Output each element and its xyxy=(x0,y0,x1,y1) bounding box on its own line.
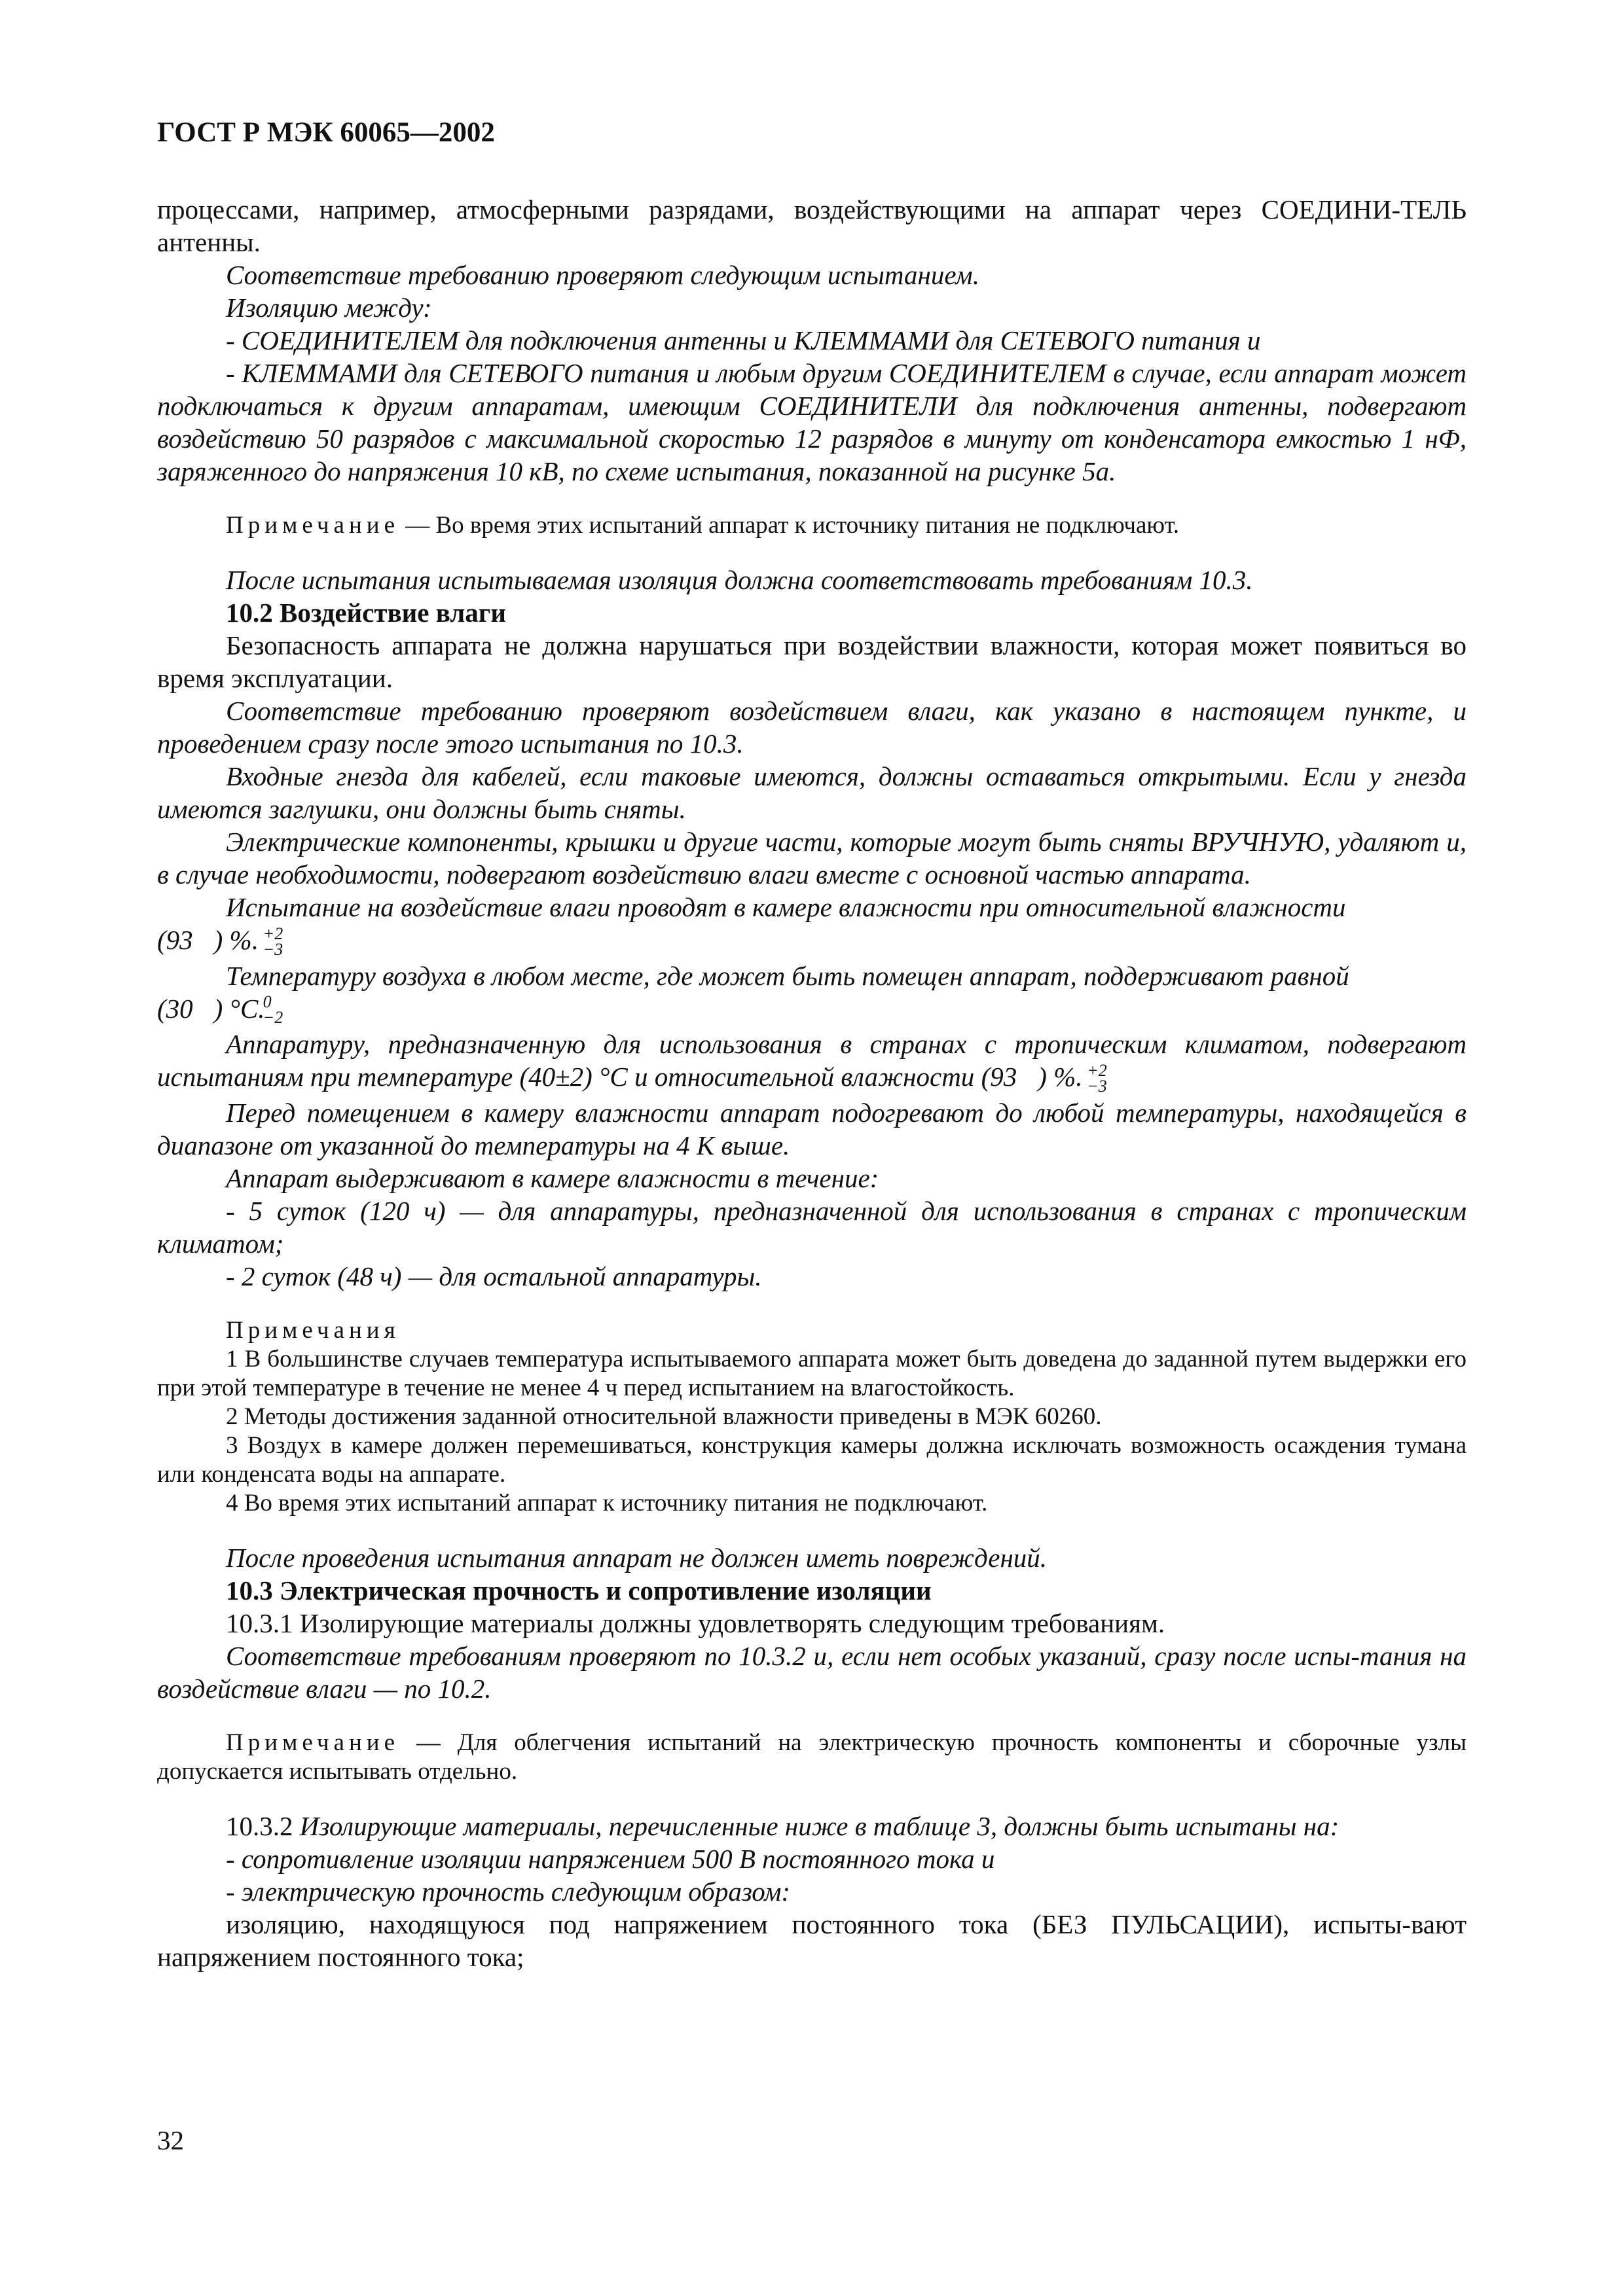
paragraph xyxy=(157,891,1467,960)
paragraph: Электрические компоненты, крышки и другие части, которые могут быть сняты ВРУЧНУЮ, удаляют и, в случае необходимости, подвергают воздействию влаги вместе с основной частью аппарата. xyxy=(157,827,1467,889)
paragraph xyxy=(157,1028,1467,1096)
tropical-humidity-formula: (93 +2 −3 ) %. xyxy=(981,1060,1107,1096)
paragraph xyxy=(157,1810,1467,1842)
page-number: 32 xyxy=(157,2125,184,2155)
paragraph: - 5 суток (120 ч) — для аппаратуры, предназначенной для использования в странах с тропическим климатом; xyxy=(157,1195,1467,1259)
clause-number: 10.3.2 xyxy=(226,1810,293,1841)
paragraph: Безопасность аппарата не должна нарушаться при воздействии влажности, которая может появиться во время эксплуатации. xyxy=(157,630,1467,693)
note-text: — Во время этих испытаний аппарат к источнику питания не подключают. xyxy=(399,512,1180,539)
temperature-formula: (30 0 −2 ) °С. xyxy=(157,992,283,1028)
section-heading: 10.3 Электрическая прочность и сопротивление изоляции xyxy=(226,1575,932,1605)
paragraph: 10.3.1 Изолирующие материалы должны удовлетворять следующим требованиям. xyxy=(226,1607,1165,1638)
note-text: — Для облегчения испытаний на электрическую прочность компоненты и сборочные узлы допускается испытывать отдельно. xyxy=(157,1729,1467,1785)
paragraph: - КЛЕММАМИ для СЕТЕВОГО питания и любым другим СОЕДИНИТЕЛЕМ в случае, если аппарат может подключаться к другим аппаратам, имеющим СОЕДИНИТЕЛИ для подключения антенны, подвергают воздействию 50 разрядов с максимальной скоростью 12 разрядов в минуту от конденсатора емкостью 1 нФ, заряженного до напряжения 10 кВ, по схеме испытания, показанной на рисунке 5а. xyxy=(157,358,1467,486)
paragraph: Соответствие требованиям проверяют по 10.3.2 и, если нет особых указаний, сразу после испы-тания на воздействие влаги — по 10.2. xyxy=(157,1640,1467,1704)
note-label: Примечание xyxy=(226,512,399,539)
paragraph: После проведения испытания аппарат не должен иметь повреждений. xyxy=(226,1542,1048,1573)
note-item: 1 В большинстве случаев температура испытываемого аппарата может быть доведена до заданной путем выдержки его при этой температуре в течение не менее 4 ч перед испытанием на влагостойкость. xyxy=(157,1345,1467,1401)
paragraph-text: Аппаратуру, предназначенную для использования в странах с тропическим климатом, подвергают испытаниям при температуре (40±2) °С и относительной влажности xyxy=(157,1029,1467,1092)
paragraph: Соответствие требованию проверяют следующим испытанием. xyxy=(226,260,979,290)
note xyxy=(157,1729,1467,1786)
tolerance: +2 −3 xyxy=(263,924,283,959)
note-item: 2 Методы достижения заданной относительной влажности приведены в МЭК 60260. xyxy=(226,1403,1102,1430)
humidity-formula: (93 +2 −3 ) %. xyxy=(157,924,283,959)
document-header: ГОСТ Р МЭК 60065—2002 xyxy=(157,117,495,148)
paragraph: - электрическую прочность следующим образом: xyxy=(226,1876,791,1907)
paragraph: процессами, например, атмосферными разрядами, воздействующими на аппарат через СОЕДИНИ-ТЕЛЬ антенны. xyxy=(157,194,1467,257)
notes-label: Примечания xyxy=(226,1316,400,1344)
document-page xyxy=(157,98,1467,2258)
tolerance: +2 −3 xyxy=(1087,1060,1107,1096)
paragraph xyxy=(157,960,1467,1028)
paragraph: Аппарат выдерживают в камере влажности в течение: xyxy=(226,1162,879,1193)
paragraph-text: Изолирующие материалы, перечисленные ниже в таблице 3, должны быть испытаны на: xyxy=(299,1810,1340,1841)
paragraph: Перед помещением в камеру влажности аппарат подогревают до любой температуры, находящейся в диапазоне от указанной до температуры на 4 К выше. xyxy=(157,1097,1467,1160)
paragraph-text: Испытание на воздействие влаги проводят в камере влажности при относительной влажности xyxy=(226,892,1346,922)
paragraph: - СОЕДИНИТЕЛЕМ для подключения антенны и КЛЕММАМИ для СЕТЕВОГО питания и xyxy=(226,325,1261,355)
section-heading: 10.2 Воздействие влаги xyxy=(226,598,507,628)
note xyxy=(157,511,1467,540)
paragraph: изоляцию, находящуюся под напряжением постоянного тока (БЕЗ ПУЛЬСАЦИИ), испыты-вают напряжением постоянного тока; xyxy=(157,1909,1467,1972)
note-item: 4 Во время этих испытаний аппарат к источнику питания не подключают. xyxy=(226,1489,988,1516)
note-item: 3 Воздух в камере должен перемешиваться, конструкция камеры должна исключать возможность осаждения тумана или конденсата воды на аппарате. xyxy=(157,1431,1467,1488)
paragraph-text: Температуру воздуха в любом месте, где может быть помещен аппарат, поддерживают равной xyxy=(226,960,1349,991)
paragraph: - 2 суток (48 ч) — для остальной аппаратуры. xyxy=(226,1261,762,1291)
document-body xyxy=(157,193,1467,1973)
note-label: Примечание xyxy=(226,1729,399,1756)
paragraph: Входные гнезда для кабелей, если таковые имеются, должны оставаться открытыми. Если у гнезда имеются заглушки, они должны быть сняты. xyxy=(157,761,1467,824)
paragraph: После испытания испытываемая изоляция должна соответствовать требованиям 10.3. xyxy=(226,565,1253,595)
paragraph: Соответствие требованию проверяют воздействием влаги, как указано в настоящем пункте, и проведением сразу после этого испытания по 10.3. xyxy=(157,696,1467,759)
tolerance: 0 −2 xyxy=(263,992,283,1028)
paragraph: - сопротивление изоляции напряжением 500 В постоянного тока и xyxy=(226,1843,995,1874)
paragraph: Изоляцию между: xyxy=(226,293,432,323)
